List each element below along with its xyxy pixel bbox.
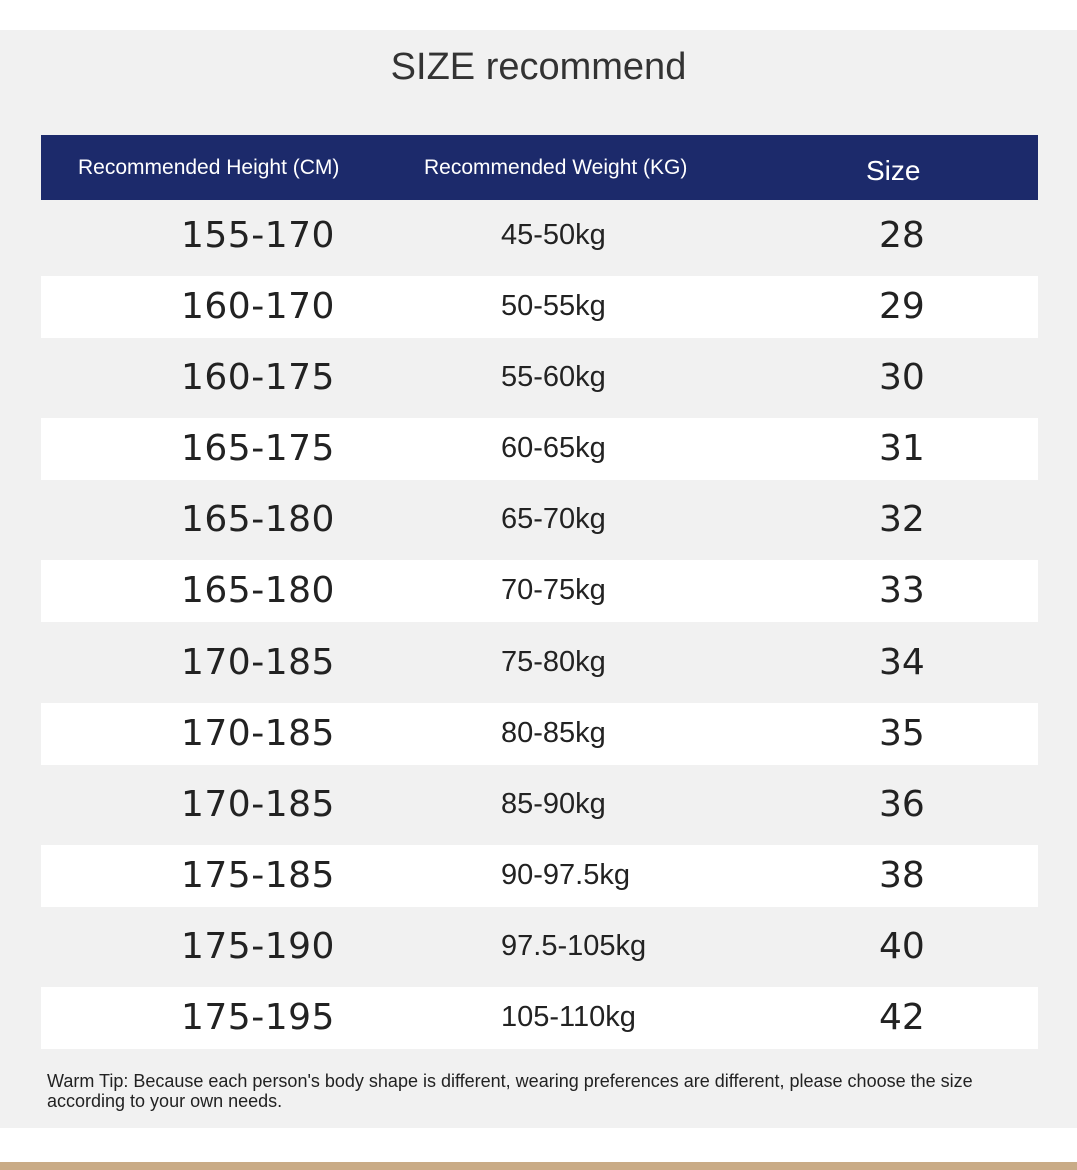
cell-weight: 105-110kg bbox=[501, 1001, 636, 1034]
cell-height: 165-180 bbox=[181, 570, 335, 612]
cell-height: 165-180 bbox=[181, 499, 335, 541]
table-row bbox=[41, 342, 1038, 413]
cell-size: 38 bbox=[879, 854, 925, 896]
cell-height: 175-195 bbox=[181, 997, 335, 1039]
cell-height: 175-190 bbox=[181, 925, 335, 967]
cell-weight: 45-50kg bbox=[501, 219, 606, 251]
cell-size: 33 bbox=[879, 570, 925, 612]
cell-height: 170-185 bbox=[181, 641, 335, 683]
table-row bbox=[41, 698, 1038, 769]
table-row bbox=[41, 911, 1038, 982]
cell-size: 35 bbox=[879, 712, 925, 754]
cell-size: 34 bbox=[879, 641, 925, 683]
table-row bbox=[41, 982, 1038, 1053]
cell-height: 170-185 bbox=[181, 712, 335, 754]
table-row bbox=[41, 484, 1038, 555]
table-row bbox=[41, 200, 1038, 271]
cell-weight: 80-85kg bbox=[501, 716, 606, 749]
cell-weight: 97.5-105kg bbox=[501, 929, 647, 962]
cell-weight: 55-60kg bbox=[501, 361, 606, 394]
cell-size: 32 bbox=[879, 499, 925, 541]
table-row bbox=[41, 840, 1038, 911]
header-weight: Recommended Weight (KG) bbox=[424, 156, 688, 179]
cell-size: 29 bbox=[879, 286, 925, 328]
bottom-border bbox=[0, 1162, 1077, 1170]
cell-size: 30 bbox=[879, 357, 925, 399]
cell-size: 40 bbox=[879, 925, 925, 967]
cell-height: 160-175 bbox=[181, 357, 335, 399]
table-row bbox=[41, 271, 1038, 342]
cell-weight: 50-55kg bbox=[501, 290, 606, 323]
cell-weight: 60-65kg bbox=[501, 432, 606, 465]
cell-weight: 75-80kg bbox=[501, 645, 606, 678]
cell-weight: 85-90kg bbox=[501, 787, 606, 820]
cell-height: 165-175 bbox=[181, 428, 335, 470]
table-body bbox=[41, 200, 1038, 1053]
page-title: SIZE recommend bbox=[390, 46, 687, 88]
cell-size: 31 bbox=[879, 428, 925, 470]
table-row bbox=[41, 413, 1038, 484]
cell-height: 160-170 bbox=[181, 286, 335, 328]
warm-tip: Warm Tip: Because each person's body shape is different, wearing preferences are different, please choose the size according to your own needs. bbox=[47, 1071, 973, 1111]
table-row bbox=[41, 555, 1038, 626]
cell-size: 28 bbox=[879, 215, 925, 256]
header-height: Recommended Height (CM) bbox=[78, 156, 340, 179]
cell-height: 175-185 bbox=[181, 854, 335, 896]
cell-height: 170-185 bbox=[181, 783, 335, 825]
cell-weight: 70-75kg bbox=[501, 574, 606, 607]
size-table bbox=[41, 135, 1038, 1053]
cell-size: 36 bbox=[879, 783, 925, 825]
cell-height: 155-170 bbox=[181, 215, 335, 256]
cell-weight: 90-97.5kg bbox=[501, 858, 630, 891]
table-row bbox=[41, 627, 1038, 698]
table-row bbox=[41, 769, 1038, 840]
cell-size: 42 bbox=[879, 997, 925, 1039]
table-header bbox=[41, 135, 1038, 200]
header-size: Size bbox=[866, 155, 921, 186]
cell-weight: 65-70kg bbox=[501, 503, 606, 536]
